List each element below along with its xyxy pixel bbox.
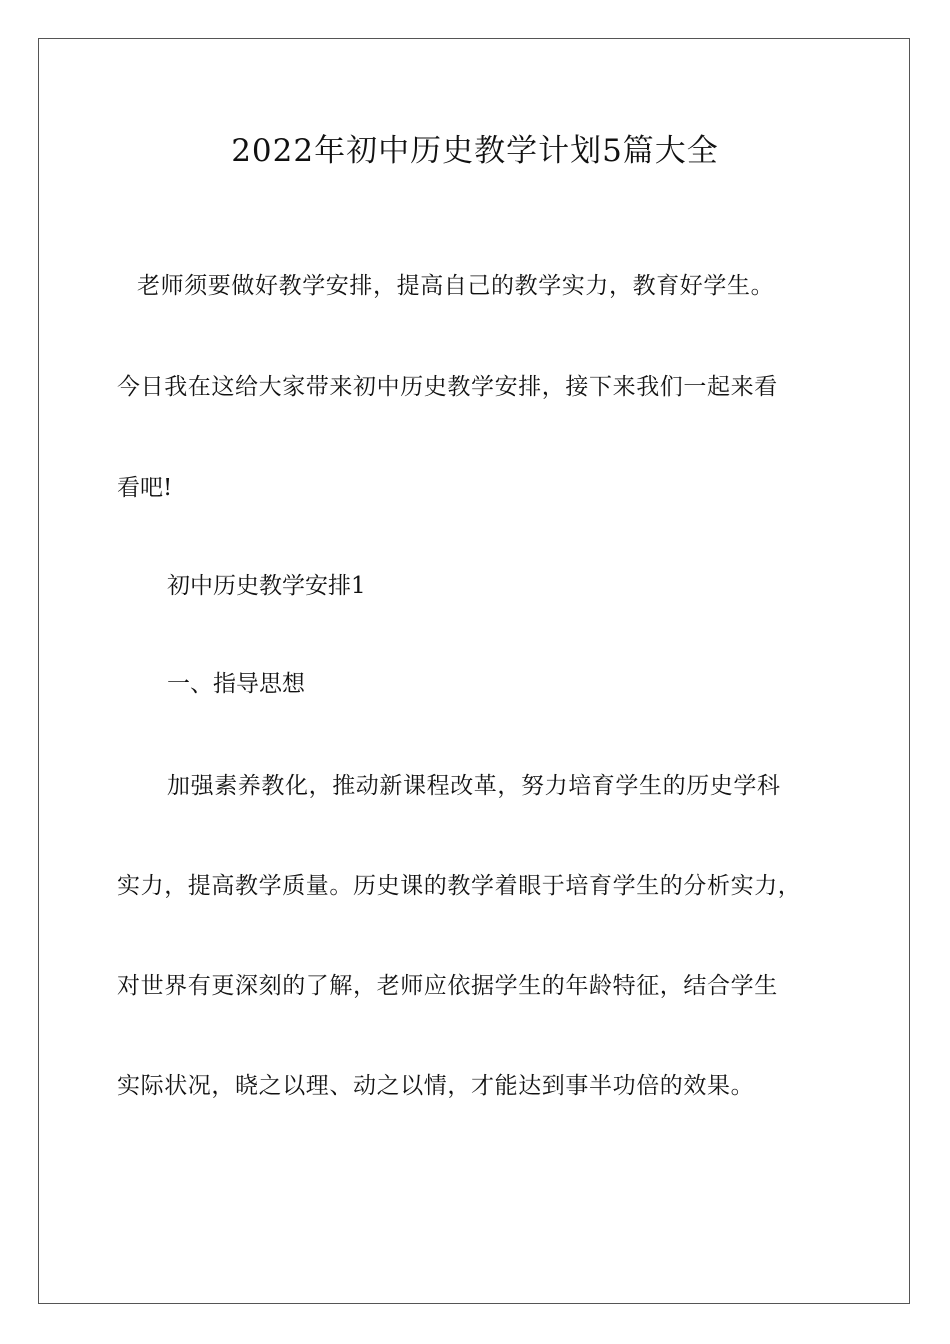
intro-line-3: 看吧! xyxy=(117,475,173,501)
intro-line-1: 老师须要做好教学安排，提高自己的教学实力，教育好学生。 xyxy=(137,273,775,299)
subsection-heading: 一、指导思想 xyxy=(167,671,305,697)
document-title: 2022年初中历史教学计划5篇大全 xyxy=(231,133,719,169)
body-line-4: 实际状况，晓之以理、动之以情，才能达到事半功倍的效果。 xyxy=(117,1073,755,1099)
body-line-2: 实力，提高教学质量。历史课的教学着眼于培育学生的分析实力， xyxy=(117,873,802,899)
intro-line-2: 今日我在这给大家带来初中历史教学安排，接下来我们一起来看 xyxy=(117,374,778,400)
body-line-3: 对世界有更深刻的了解，老师应依据学生的年龄特征，结合学生 xyxy=(117,973,778,999)
body-line-1: 加强素养教化，推动新课程改革，努力培育学生的历史学科 xyxy=(167,773,781,799)
section-heading: 初中历史教学安排1 xyxy=(167,573,366,599)
